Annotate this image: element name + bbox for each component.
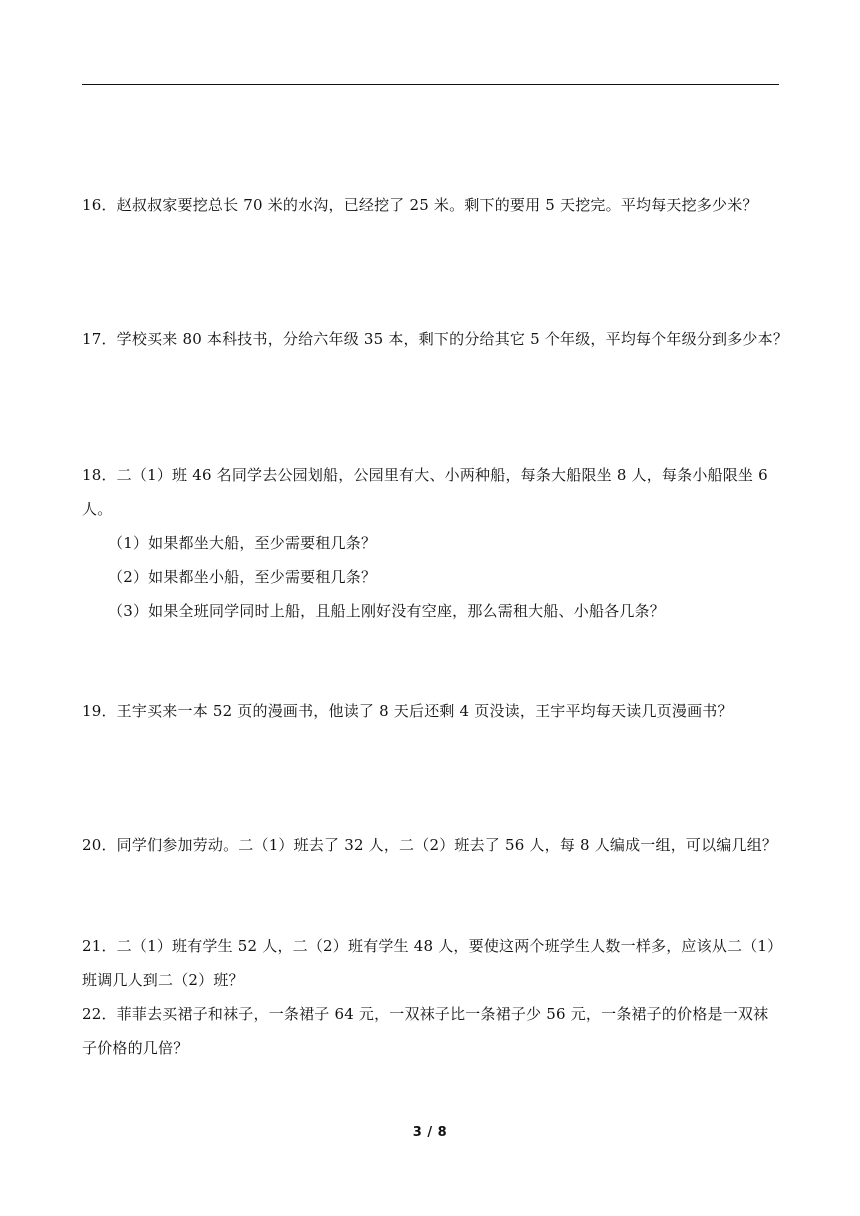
question-17: 17．学校买来 80 本科技书，分给六年级 35 本，剩下的分给其它 5 个年级，平均每个年级分到多少本？ <box>82 330 789 348</box>
header-rule <box>82 84 779 85</box>
question-19: 19．王宇买来一本 52 页的漫画书，他读了 8 天后还剩 4 页没读，王宇平均每天读几页漫画书？ <box>82 702 733 720</box>
question-18-sub-2: （2）如果都坐小船，至少需要租几条？ <box>108 568 377 586</box>
question-16: 16．赵叔叔家要挖总长 70 米的水沟，已经挖了 25 米。剩下的要用 5 天挖完。平均每天挖多少米？ <box>82 196 758 214</box>
question-20: 20．同学们参加劳动。二（1）班去了 32 人，二（2）班去了 56 人，每 8 人编成一组，可以编几组？ <box>82 836 778 854</box>
question-21-line-1: 21．二（1）班有学生 52 人，二（2）班有学生 48 人，要使这两个班学生人数一样多，应该从二（1） <box>82 937 783 955</box>
question-21-line-2: 班调几人到二（2）班？ <box>82 971 244 989</box>
question-22-line-1: 22．菲菲去买裙子和袜子，一条裙子 64 元，一双袜子比一条裙子少 56 元，一条裙子的价格是一双袜 <box>82 1005 769 1023</box>
question-18-line-1: 18．二（1）班 46 名同学去公园划船，公园里有大、小两种船，每条大船限坐 8 人，每条小船限坐 6 <box>82 466 768 484</box>
page-number: 3 / 8 <box>412 1125 448 1140</box>
question-18-sub-3: （3）如果全班同学同时上船，且船上刚好没有空座，那么需租大船、小船各几条？ <box>108 602 665 620</box>
question-22-line-2: 子价格的几倍？ <box>82 1039 189 1057</box>
question-18-sub-1: （1）如果都坐大船，至少需要租几条？ <box>108 534 377 552</box>
question-18-line-2: 人。 <box>82 500 113 518</box>
